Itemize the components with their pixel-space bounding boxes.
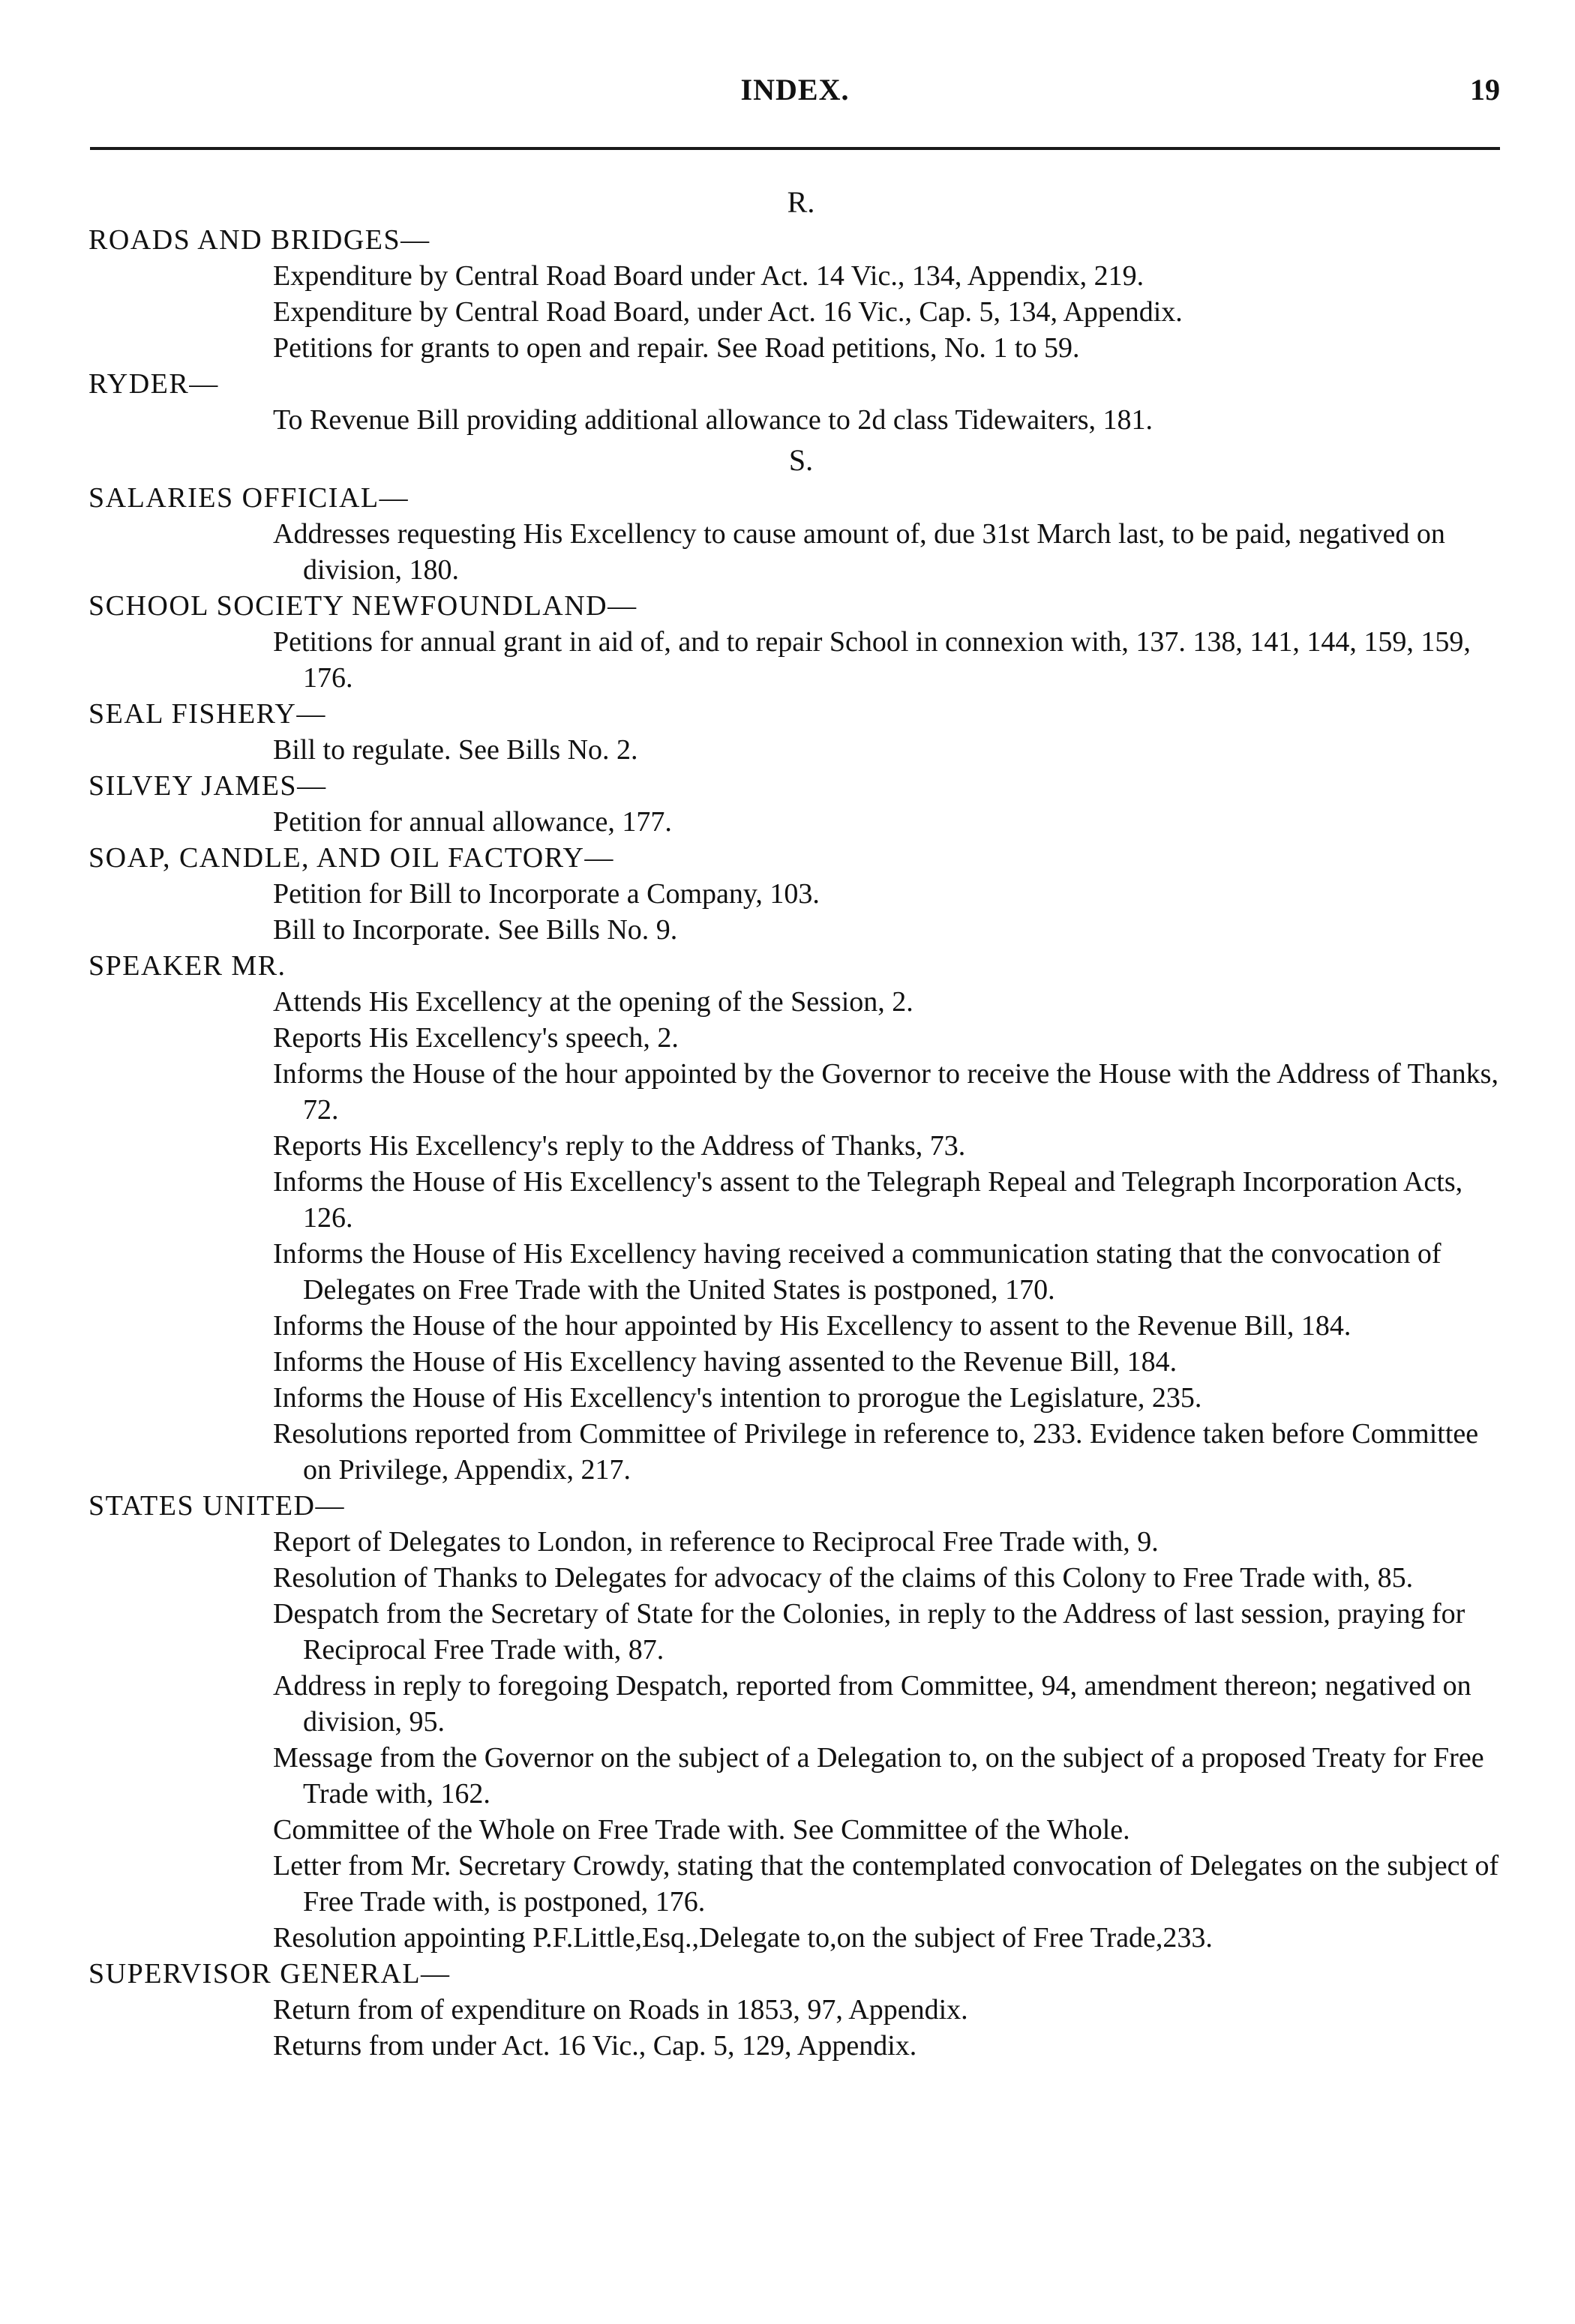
subentry-list	[88, 624, 1514, 696]
subentry: Committee of the Whole on Free Trade with. See Committee of the Whole.	[273, 1814, 1130, 1846]
page-number: 19	[1470, 73, 1500, 106]
subentry: Addresses requesting His Excellency to cause amount of, due 31st March last, to be paid, negatived on division, 180.	[273, 518, 1445, 586]
subentry: Informs the House of His Excellency having received a communication stating that the convocation of Delegates on Free Trade with the United States is postponed, 170.	[273, 1238, 1442, 1306]
subentry: Petitions for grants to open and repair. See Road petitions, No. 1 to 59.	[273, 332, 1080, 364]
index-entry	[88, 480, 1514, 588]
entry-heading: SPEAKER MR.	[88, 950, 286, 982]
subentry: Reports His Excellency's reply to the Address of Thanks, 73.	[273, 1130, 966, 1162]
index-entry	[88, 222, 1514, 366]
subentry: Message from the Governor on the subject of a Delegation to, on the subject of a proposed Treaty for Free Trade with, 162.	[273, 1742, 1484, 1810]
subentry: Bill to Incorporate. See Bills No. 9.	[273, 914, 678, 946]
subentry: Petition for Bill to Incorporate a Company, 103.	[273, 878, 820, 910]
entry-heading: RYDER—	[88, 368, 219, 400]
subentry-list	[88, 876, 1514, 948]
subentry: Informs the House of the hour appointed by His Excellency to assent to the Revenue Bill, 184.	[273, 1310, 1352, 1342]
subentry-list	[88, 258, 1514, 366]
running-head	[90, 72, 1500, 117]
entry-heading: SALARIES OFFICIAL—	[88, 482, 410, 514]
entry-heading: SILVEY JAMES—	[88, 770, 327, 802]
subentry: Petition for annual allowance, 177.	[273, 806, 672, 838]
subentry: Informs the House of His Excellency having assented to the Revenue Bill, 184.	[273, 1346, 1178, 1378]
index-entry	[88, 1488, 1514, 1956]
subentry: Attends His Excellency at the opening of the Session, 2.	[273, 986, 914, 1018]
subentry-list	[88, 984, 1514, 1488]
subentry: To Revenue Bill providing additional allowance to 2d class Tidewaiters, 181.	[273, 404, 1154, 436]
subentry: Resolutions reported from Committee of Privilege in reference to, 233. Evidence taken before Committee on Privilege, Appendix, 217.	[273, 1418, 1479, 1486]
header-rule	[90, 147, 1500, 150]
subentry-list	[88, 1524, 1514, 1956]
subentry-list	[88, 804, 1514, 840]
entry-heading: SUPERVISOR GENERAL—	[88, 1958, 451, 1990]
running-head-title: INDEX.	[740, 73, 850, 106]
subentry: Returns from under Act. 16 Vic., Cap. 5, 129, Appendix.	[273, 2030, 917, 2062]
entry-heading: SOAP, CANDLE, AND OIL FACTORY—	[88, 842, 614, 874]
subentry: Informs the House of His Excellency's assent to the Telegraph Repeal and Telegraph Incorporation Acts, 126.	[273, 1166, 1463, 1234]
subentry-list	[88, 516, 1514, 588]
entry-heading: SEAL FISHERY—	[88, 698, 326, 730]
index-entry	[88, 768, 1514, 840]
index-body	[88, 180, 1514, 2064]
index-entry	[88, 948, 1514, 1488]
index-entry	[88, 840, 1514, 948]
index-entry	[88, 696, 1514, 768]
entry-heading: ROADS AND BRIDGES—	[88, 224, 430, 256]
section-letter: R.	[787, 185, 815, 219]
subentry: Return from of expenditure on Roads in 1853, 97, Appendix.	[273, 1994, 968, 2026]
subentry: Address in reply to foregoing Despatch, reported from Committee, 94, amendment thereon; negatived on division, 95.	[273, 1670, 1472, 1738]
subentry: Letter from Mr. Secretary Crowdy, stating that the contemplated convocation of Delegates on the subject of Free Trade with, is postponed, 176.	[273, 1850, 1499, 1918]
subentry: Resolution of Thanks to Delegates for advocacy of the claims of this Colony to Free Trade with, 85.	[273, 1562, 1414, 1594]
index-entry	[88, 1956, 1514, 2064]
subentry-list	[88, 1992, 1514, 2064]
subentry: Informs the House of His Excellency's intention to prorogue the Legislature, 235.	[273, 1382, 1202, 1414]
subentry: Expenditure by Central Road Board under Act. 14 Vic., 134, Appendix, 219.	[273, 260, 1144, 292]
subentry: Despatch from the Secretary of State for the Colonies, in reply to the Address of last session, praying for Reciprocal Free Trade with, 87.	[273, 1598, 1466, 1666]
subentry-list	[88, 402, 1514, 438]
index-entry	[88, 588, 1514, 696]
subentry-list	[88, 732, 1514, 768]
entry-heading: SCHOOL SOCIETY NEWFOUNDLAND—	[88, 590, 638, 622]
subentry: Expenditure by Central Road Board, under Act. 16 Vic., Cap. 5, 134, Appendix.	[273, 296, 1183, 328]
entry-heading: STATES UNITED—	[88, 1490, 345, 1522]
section-letter: S.	[788, 443, 814, 477]
subentry: Informs the House of the hour appointed by the Governor to receive the House with the Address of Thanks, 72.	[273, 1058, 1498, 1126]
subentry: Bill to regulate. See Bills No. 2.	[273, 734, 638, 766]
subentry: Reports His Excellency's speech, 2.	[273, 1022, 679, 1054]
subentry: Report of Delegates to London, in reference to Reciprocal Free Trade with, 9.	[273, 1526, 1159, 1558]
index-entry	[88, 366, 1514, 438]
subentry: Petitions for annual grant in aid of, and to repair School in connexion with, 137. 138, 141, 144, 159, 159, 176.	[273, 626, 1471, 694]
subentry: Resolution appointing P.F.Little,Esq.,Delegate to,on the subject of Free Trade,233.	[273, 1922, 1213, 1954]
